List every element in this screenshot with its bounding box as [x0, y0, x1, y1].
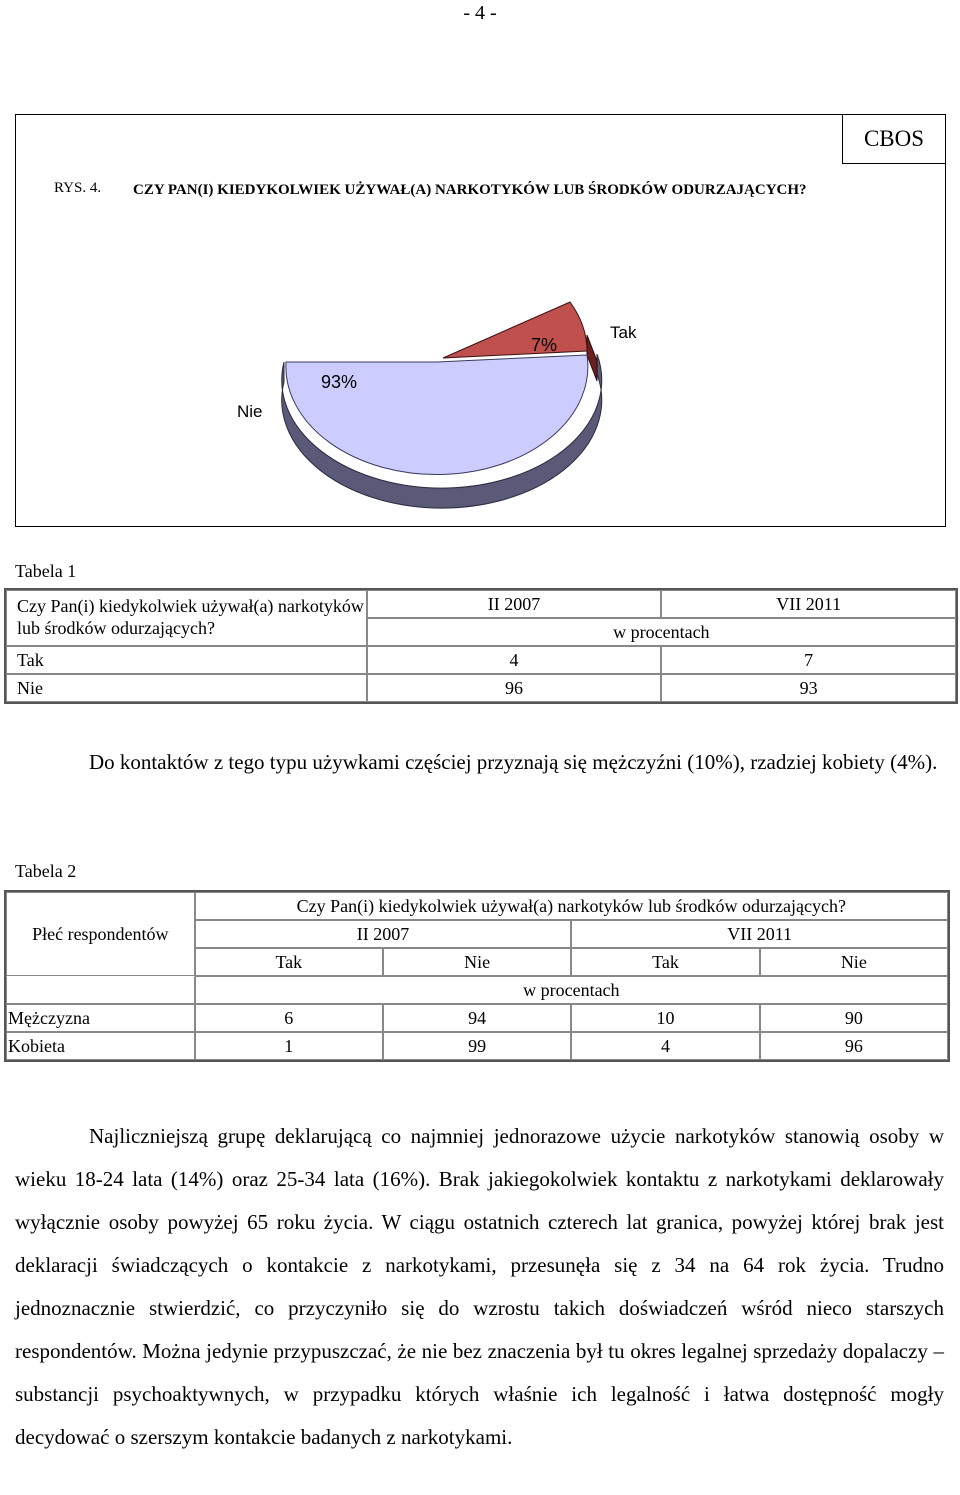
table2-sub-nie: Nie: [383, 948, 571, 976]
table2-sub-tak: Tak: [571, 948, 759, 976]
paragraph-2: Najliczniejszą grupę deklarującą co najmniej jednorazowe użycie narkotyków stanowią osoby w wieku 18-24 lata (14%) oraz 25-34 lata (16%). Brak jakiegokolwiek kontaktu z narkotykami deklarowały wyłącznie osoby powyżej 65 roku życia. W ciągu ostatnich czterech lat granica, powyżej której brak jest deklaracji świadczących o kontakcie z narkotykami, przesunęła się z 34 na 64 rok życia. Trudno jednoznacznie stwierdzić, co przyczyniło się do wzrostu takich doświadczeń wśród nieco starszych respondentów. Można jedynie przypuszczać, że nie bez znaczenia był tu okres legalnej sprzedaży dopalaczy – substancji psychoaktywnych, w przypadku których właśnie ich legalność i łatwa dostępność mogły decydować o szerszym kontakcie badanych z narkotykami.: [15, 1124, 944, 1449]
table2-sub-tak: Tak: [195, 948, 383, 976]
table2-cell: 90: [760, 1004, 948, 1032]
table2-cell: 4: [571, 1032, 759, 1060]
table2-unit: w procentach: [195, 976, 948, 1004]
table1-cell: 96: [367, 674, 662, 702]
paragraph-1: Do kontaktów z tego typu używkami częściej przyznają się mężczyźni (10%), rzadziej kobiety (4%).: [89, 750, 938, 774]
table1-question: Czy Pan(i) kiedykolwiek używał(a) narkotyków lub środków odurzających?: [6, 590, 367, 646]
table2: [4, 890, 950, 1062]
pie-label-tak: Tak: [610, 323, 637, 342]
table2-cell: 10: [571, 1004, 759, 1032]
table2-question: Czy Pan(i) kiedykolwiek używał(a) narkotyków lub środków odurzających?: [195, 892, 948, 920]
figure-title: CZY PAN(I) KIEDYKOLWIEK UŻYWAŁ(A) NARKOTYKÓW LUB ŚRODKÓW ODURZAJĄCYCH?: [133, 182, 807, 198]
pie-slice-tak-side: [587, 335, 597, 381]
table1-col2: VII 2011: [661, 590, 956, 618]
pie-label-nie: Nie: [237, 402, 263, 421]
table2-sub-nie: Nie: [760, 948, 948, 976]
pie-chart: [16, 115, 945, 526]
table2-year1: II 2007: [195, 920, 572, 948]
table1-unit: w procentach: [367, 618, 956, 646]
page-number: - 4 -: [463, 2, 497, 24]
table-row: [6, 674, 956, 702]
table1-caption: Tabela 1: [15, 561, 77, 581]
pie-label-nie-value: 93%: [321, 372, 358, 392]
table1-row-label: Nie: [6, 674, 367, 702]
table2-cell: 1: [195, 1032, 383, 1060]
table-row: [6, 1032, 948, 1060]
pie-slice-tak: [443, 302, 587, 358]
table-row: [6, 1004, 948, 1032]
figure-label: RYS. 4.: [54, 180, 102, 196]
table2-cell: 96: [760, 1032, 948, 1060]
table1-cell: 4: [367, 646, 662, 674]
table1: [4, 588, 958, 704]
pie-label-tak-value: 7%: [531, 335, 558, 355]
table2-row-header: Płeć respondentów: [6, 892, 195, 976]
table1-col1: II 2007: [367, 590, 662, 618]
figure-frame: [15, 114, 946, 527]
table2-cell: 6: [195, 1004, 383, 1032]
table2-cell: 99: [383, 1032, 571, 1060]
table2-row-label: Mężczyzna: [6, 1004, 195, 1032]
table-row: [6, 646, 956, 674]
table2-caption: Tabela 2: [15, 861, 77, 881]
table2-empty-cell: [6, 976, 195, 1004]
cbos-logo: CBOS: [842, 114, 946, 164]
table1-row-label: Tak: [6, 646, 367, 674]
table2-cell: 94: [383, 1004, 571, 1032]
table2-row-label: Kobieta: [6, 1032, 195, 1060]
table1-cell: 7: [661, 646, 956, 674]
table1-cell: 93: [661, 674, 956, 702]
table2-year2: VII 2011: [571, 920, 948, 948]
